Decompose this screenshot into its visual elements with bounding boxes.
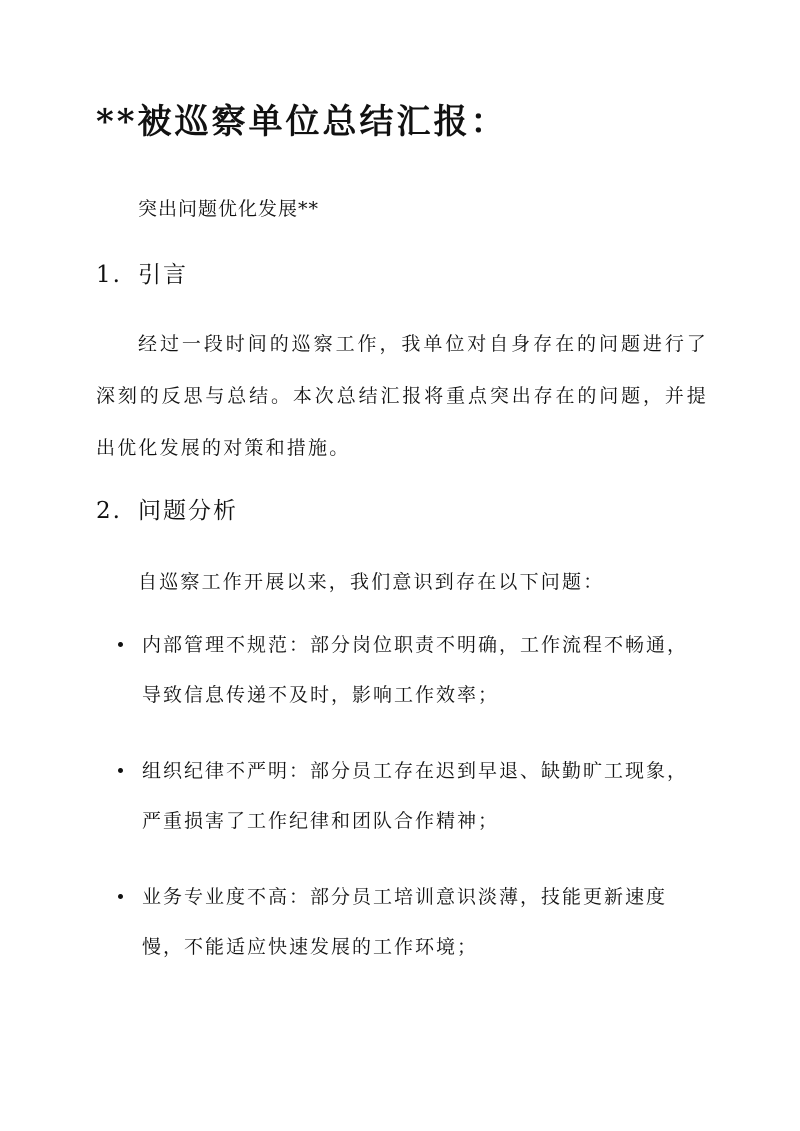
list-item [96, 872, 708, 972]
introduction-paragraph: 经过一段时间的巡察工作，我单位对自身存在的问题进行了深刻的反思与总结。本次总结汇报将重点突出存在的问题，并提出优化发展的对策和措施。 [96, 333, 708, 459]
section-number: 1. [96, 262, 122, 288]
list-item [96, 746, 708, 846]
problem-analysis-paragraph: 自巡察工作开展以来，我们意识到存在以下问题： [138, 571, 605, 593]
document-title: **被巡察单位总结汇报： [96, 102, 508, 142]
list-item [96, 620, 708, 720]
section-title: 引言 [138, 262, 188, 288]
list-item-text: 组织纪律不严明：部分员工存在迟到早退、缺勤旷工现象，严重损害了工作纪律和团队合作精神； [142, 760, 689, 832]
bullet-dot-icon [118, 768, 123, 773]
bullet-dot-icon [118, 894, 123, 899]
list-item-text: 内部管理不规范：部分岗位职责不明确，工作流程不畅通，导致信息传递不及时，影响工作效率； [142, 634, 689, 706]
document-subtitle: 突出问题优化发展** [138, 198, 320, 220]
problem-list [96, 620, 708, 998]
section-heading-problem-analysis [96, 492, 238, 525]
section-number: 2. [96, 498, 122, 524]
bullet-dot-icon [118, 642, 123, 647]
section-heading-introduction [96, 256, 188, 289]
section-title: 问题分析 [138, 498, 238, 524]
list-item-text: 业务专业度不高：部分员工培训意识淡薄，技能更新速度慢，不能适应快速发展的工作环境； [142, 886, 668, 958]
